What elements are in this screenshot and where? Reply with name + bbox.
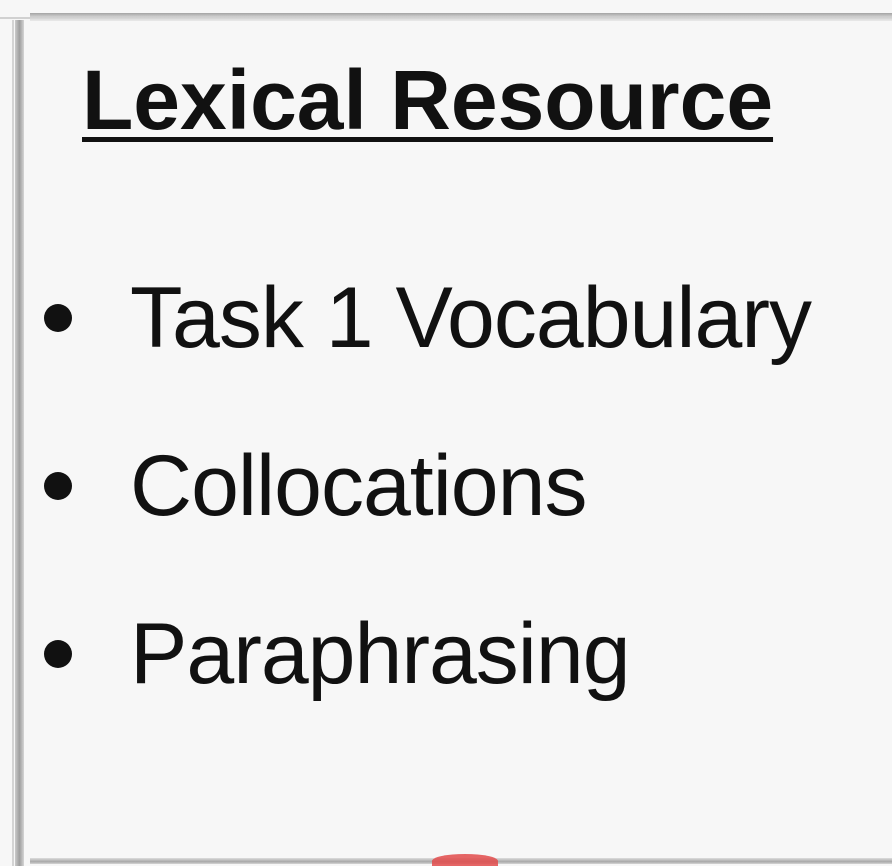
bullet-dot-icon — [44, 304, 72, 332]
bullet-dot-icon — [44, 640, 72, 668]
bullet-item-collocations — [40, 436, 811, 536]
bullet-item-paraphrasing — [40, 604, 811, 704]
bullet-item-task1-vocabulary — [40, 268, 811, 368]
bullet-dot-icon — [44, 472, 72, 500]
bullet-list — [40, 268, 811, 772]
bullet-text: Task 1 Vocabulary — [130, 269, 811, 366]
red-mark — [432, 854, 498, 866]
bullet-text: Collocations — [130, 437, 587, 534]
frame-left-line — [12, 20, 14, 866]
frame-left-edge — [15, 20, 24, 866]
frame-top-edge — [30, 13, 892, 21]
bullet-text: Paraphrasing — [130, 605, 630, 702]
slide-title: Lexical Resource — [82, 53, 774, 147]
